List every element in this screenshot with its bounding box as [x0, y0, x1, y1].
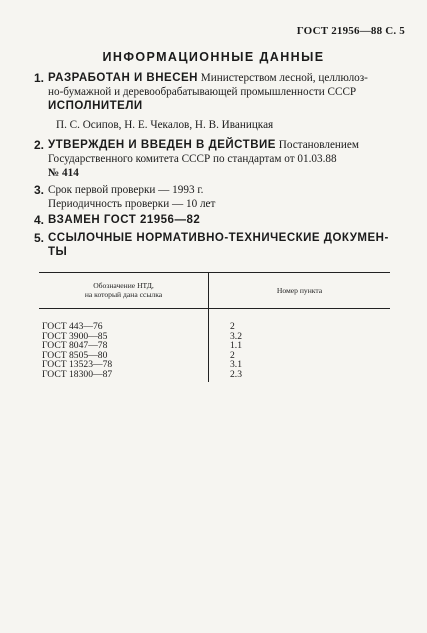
- section-1-line1: [48, 71, 406, 85]
- table-cell-item: 2: [230, 349, 235, 361]
- section-5-caption-line2: ТЫ: [48, 246, 68, 258]
- table-cell-ntd: ГОСТ 443—76: [39, 322, 209, 332]
- section-2-line1: [48, 138, 406, 152]
- section-4: [34, 213, 406, 227]
- section-2-text-line1: Постановлением: [275, 139, 359, 151]
- section-2-number: 2.: [34, 138, 45, 152]
- section-1-caption: РАЗРАБОТАН И ВНЕСЕН: [48, 72, 198, 84]
- section-4-caption: ВЗАМЕН ГОСТ 21956—82: [48, 214, 201, 226]
- section-2-text-line3: № 414: [48, 167, 79, 179]
- table-cell-ntd: ГОСТ 8505—80: [39, 351, 209, 361]
- section-3: [34, 183, 406, 211]
- table-cell-ntd: ГОСТ 13523—78: [39, 360, 209, 370]
- page-header-doc-ref: ГОСТ 21956—88 С. 5: [296, 25, 405, 37]
- table-cell-item: 2: [230, 321, 235, 332]
- section-2-text-line2: Государственного комитета СССР по стандартам от 01.03.88: [48, 153, 337, 165]
- table-header-row: [39, 273, 390, 309]
- table-header-item-number: Номер пункта: [209, 273, 391, 309]
- table-cell-item: 2.3: [230, 368, 242, 380]
- executors-names: П. С. Осипов, Н. Е. Чекалов, Н. В. Иваницкая: [56, 119, 274, 131]
- table-cell-ntd: ГОСТ 8047—78: [39, 341, 209, 351]
- section-5-caption-line1: ССЫЛОЧНЫЕ НОРМАТИВНО-ТЕХНИЧЕСКИЕ ДОКУМЕН-: [48, 232, 389, 244]
- table-cell-item: 1.1: [230, 340, 242, 351]
- table-cell-item: 3.2: [230, 330, 242, 342]
- section-2: [34, 138, 406, 180]
- section-1-number: 1.: [34, 71, 45, 85]
- section-3-line2: Периодичность проверки — 10 лет: [48, 198, 216, 210]
- table-cell-ntd: ГОСТ 3900—85: [39, 332, 209, 342]
- section-1-text-line1: Министерством лесной, целлюлоз-: [197, 72, 368, 84]
- reference-documents-table: [39, 272, 390, 382]
- section-5-number: 5.: [34, 231, 45, 245]
- executors-caption: ИСПОЛНИТЕЛИ: [48, 100, 143, 112]
- page-title: ИНФОРМАЦИОННЫЕ ДАННЫЕ: [102, 50, 325, 64]
- section-5: [34, 231, 406, 259]
- table-spacer-row: [39, 309, 390, 323]
- section-2-caption: УТВЕРЖДЕН И ВВЕДЕН В ДЕЙСТВИЕ: [48, 139, 276, 151]
- table-cell-ntd: ГОСТ 18300—87: [39, 370, 209, 380]
- section-3-line1: Срок первой проверки — 1993 г.: [48, 184, 204, 196]
- section-1: [34, 71, 406, 99]
- table-header-ntd-line1: Обозначение НТД,: [93, 281, 154, 290]
- table-header-ntd: [39, 273, 209, 309]
- table-header-ntd-line2: на который дана ссылка: [84, 290, 163, 299]
- table-row: [39, 370, 390, 380]
- section-3-number: 3.: [34, 183, 45, 197]
- section-4-number: 4.: [34, 213, 45, 227]
- table-cell-item: 3.1: [230, 359, 242, 370]
- section-1-text-line2: но-бумажной и деревообрабатывающей промышленности СССР: [48, 86, 357, 98]
